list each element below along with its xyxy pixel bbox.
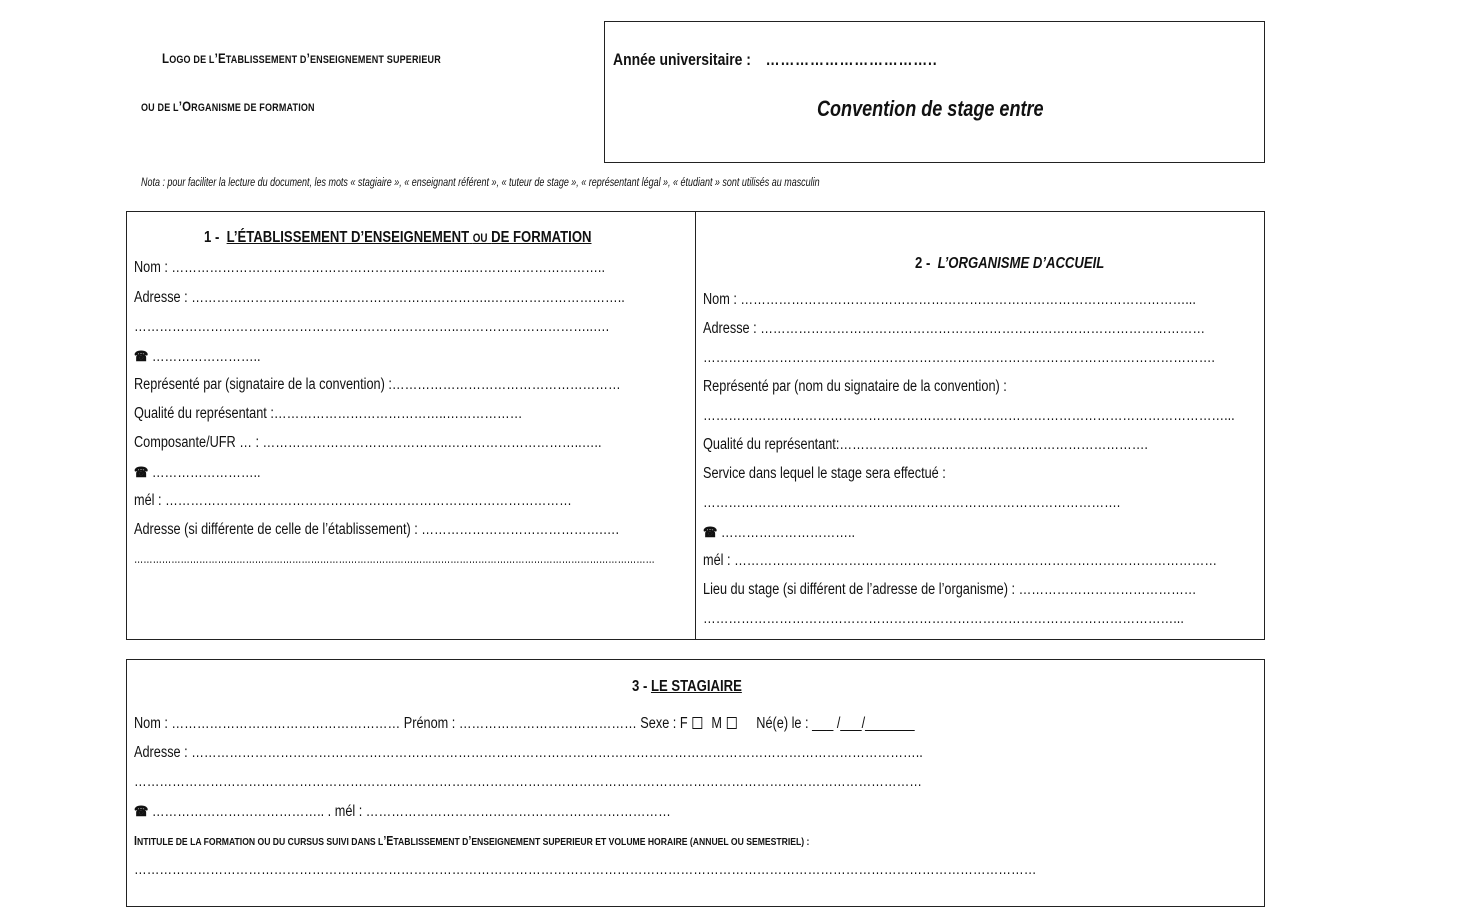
phone-icon: ☎ (134, 348, 149, 364)
etab-composante-field[interactable]: Composante/UFR … : ……………………………………..…………………………..….. (134, 434, 602, 451)
org-mel-field[interactable]: mél : …………………………………………………………………………………………………… (703, 552, 1218, 569)
etab-adresse-field-2[interactable]: …………………………………………………………………..…………………………..…. (134, 318, 610, 335)
stagiaire-adresse-field-2[interactable]: …………………………………………………………………………………………………………………………………………………………………… (134, 773, 923, 790)
stagiaire-identite-line[interactable]: Nom : ……………………………………………… Prénom : …………………………………… Sexe : F M Né(e) le : ___ /___/_______ (134, 715, 915, 732)
section-stagiaire-title: 3 - LE STAGIAIRE (632, 678, 742, 695)
etab-nom-field[interactable]: Nom : ……………………………………………………………..………………………….. (134, 259, 605, 276)
nota-text: Nota : pour faciliter la lecture du document, les mots « stagiaire », « enseignant référent », « tuteur de stage », « représentant légal », « étudiant » sont utilisés au masculin (141, 177, 820, 189)
etab-qualite-field[interactable]: Qualité du représentant :…………………………………..……………… (134, 405, 523, 422)
section-stagiaire (126, 659, 1265, 907)
phone-icon: ☎ (134, 803, 149, 819)
header-box (604, 21, 1265, 163)
stagiaire-intitule-field[interactable]: …………………………………………………………………………………………………………………………………………………………………………………………… (134, 861, 1037, 878)
etab-adresse-diff-field[interactable]: Adresse (si différente de celle de l’établissement) : …………………………………….…. (134, 521, 620, 538)
org-adresse-field[interactable]: Adresse : …………………………………………………………………………………………… (703, 320, 1206, 337)
section-etablissement-title: 1 - L’ÉTABLISSEMENT D’ENSEIGNEMENT OU DE FORMATION (204, 229, 592, 246)
convention-title: Convention de stage entre (817, 96, 1044, 121)
etab-mel-field[interactable]: mél : …………………………………………………………………………………… (134, 492, 572, 509)
etab-phone-field-2[interactable]: ☎ …………………….. (134, 464, 261, 481)
sexe-m-checkbox[interactable] (727, 717, 737, 729)
birthdate-field[interactable]: Né(e) le : ___ /___/_______ (756, 715, 915, 732)
logo-placeholder-line2: OU DE L’ORGANISME DE FORMATION (141, 98, 315, 114)
org-lieu-field-2[interactable]: …………………………………………………………………………………………………... (703, 610, 1184, 627)
org-qualite-field[interactable]: Qualité du représentant:………………………………………………………………. (703, 436, 1148, 453)
stagiaire-phone-mel-field[interactable]: ☎ ………………………………….. . mél : ……………………………………………………………… (134, 803, 671, 820)
sexe-f-checkbox[interactable] (693, 717, 703, 729)
etab-adresse-diff-field-2[interactable]: …………………………………………………………………………………………………………………………………………………… (134, 550, 655, 567)
etab-adresse-field[interactable]: Adresse : ……………………………………………………………..………………………….. (134, 289, 625, 306)
etab-phone-field[interactable]: ☎ …………………….. (134, 348, 261, 365)
annee-universitaire[interactable]: Année universitaire : …………………………….. (613, 50, 938, 69)
org-adresse-field-2[interactable]: …………………………………………………………………………………………………………. (703, 349, 1215, 366)
section-organisme (695, 211, 1265, 640)
org-represente-label: Représenté par (nom du signataire de la convention) : (703, 378, 1007, 395)
etab-represente-field[interactable]: Représenté par (signataire de la convention) :……………………………………………… (134, 376, 621, 393)
org-lieu-field[interactable]: Lieu du stage (si différent de l’adresse de l’organisme) : …………………………………… (703, 581, 1197, 598)
stagiaire-adresse-field[interactable]: Adresse : ……………………………………………………………………………………………………………………………………………………….. (134, 744, 923, 761)
section-organisme-title: 2 - L’ORGANISME D’ACCUEIL (915, 255, 1105, 272)
phone-icon: ☎ (703, 524, 718, 540)
org-service-field[interactable]: …………………………………………..…………………………………………. (703, 494, 1121, 511)
logo-placeholder-line1: LOGO DE L’ETABLISSEMENT D’ENSEIGNEMENT SUPERIEUR (162, 50, 441, 66)
stagiaire-intitule-label: INTITULE DE LA FORMATION OU DU CURSUS SUIVI DANS L’ETABLISSEMENT D’ENSEIGNEMENT SUPERIEUR ET VOLUME HORAIRE (ANNUEL OU SEMESTRIEL) : (134, 833, 810, 848)
org-service-label: Service dans lequel le stage sera effectué : (703, 465, 946, 482)
phone-icon: ☎ (134, 464, 149, 480)
org-phone-field[interactable]: ☎ ………………………….. (703, 524, 856, 541)
org-represente-field[interactable]: ……………………………………………………………………………………………………………... (703, 407, 1235, 424)
section-etablissement (126, 211, 696, 640)
org-nom-field[interactable]: Nom : ……………………………………………………………………………………………... (703, 291, 1196, 308)
